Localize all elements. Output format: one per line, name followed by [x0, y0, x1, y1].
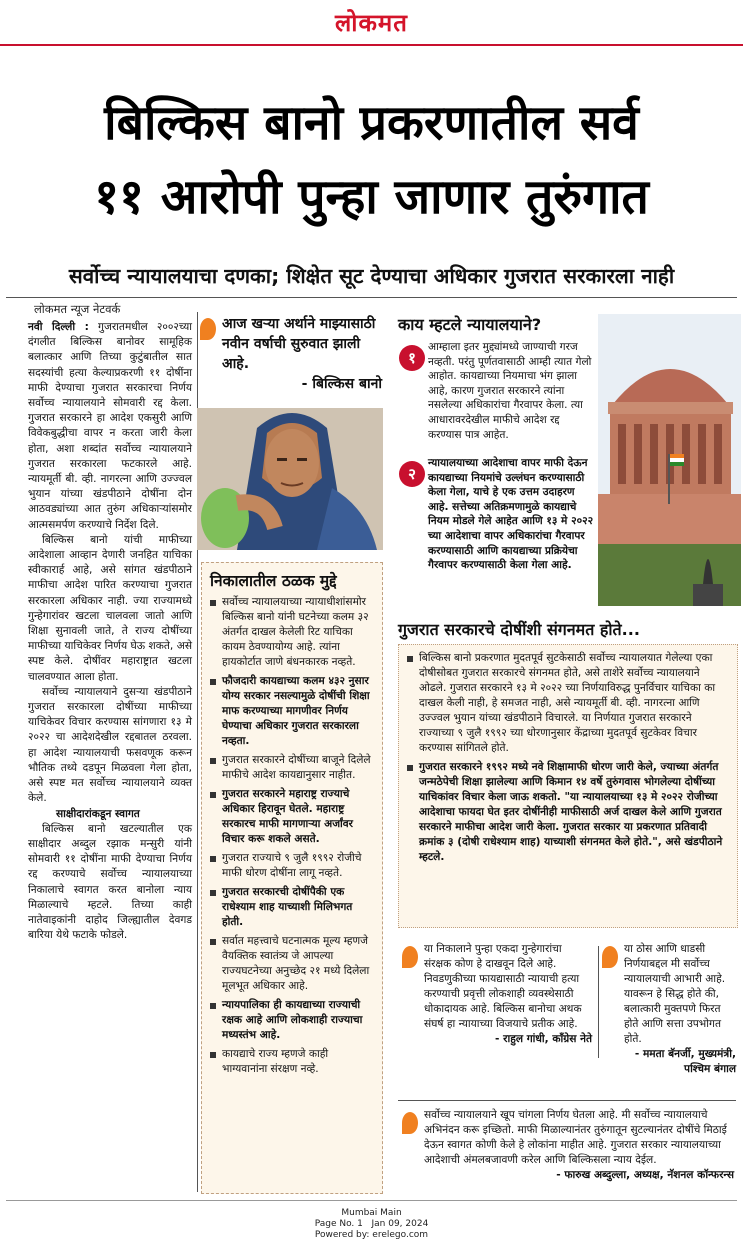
column-divider: [598, 946, 599, 1058]
rahul-quote: [424, 942, 592, 1047]
collusion-list: [399, 645, 737, 865]
key-point: न्यायपालिका ही कायद्याच्या राज्याची रक्षक आहे आणि लोकशाही राज्याचा मध्यस्तंभ आहे.: [210, 998, 374, 1043]
number-badge-icon: २: [399, 461, 425, 487]
farooq-quote-text: सर्वोच्च न्यायालयाने खूप चांगला निर्णय घेतला आहे. मी सर्वोच्च न्यायालयाचे अभिनंदन करू इच्छितो. माफी मिळाल्यानंतर तुरुंगातून सुटल्यानंतर दोषींचे मिठाई देऊन स्वागत कोणी केले हे लोकांना माहीत आहे. गुजरात सरकार न्यायालयाच्या आदेशाची अंमलबजावणी करेल आणि बिल्किसला न्याय देईल.: [424, 1109, 727, 1166]
article-paragraph: बिल्किस बानो यांची माफीच्या आदेशाला आव्हान देणारी जनहित याचिका स्वीकारार्ह आहे, असे सांगत खंडपीठाने माफीचा आदेश पारित करण्याचा गुजरात सरकारला अधिकार नाही. ज्या राज्यामध्ये गुन्हेगारांवर खटला चालवला जातो आणि शिक्षा सुनावली जाते, ते राज्य दोषींच्या माफीच्या याचिकेवर निर्णय घेऊ शकते, असे स्पष्ट केले. दोषींवर महाराष्ट्रात खटला चालवण्यात आला होता.: [28, 533, 192, 683]
key-point: सर्वात महत्त्वाचे घटनात्मक मूल्य म्हणजे वैयक्तिक स्वातंत्र्य जे आपल्या राज्यघटनेच्या अनुच्छेद २१ मध्ये दिलेला मूलभूत अधिकार आहे.: [210, 934, 374, 994]
byline: लोकमत न्यूज नेटवर्क: [34, 302, 121, 316]
bilkis-quote-attribution: - बिल्किस बानो: [301, 376, 382, 392]
key-point: सर्वोच्च न्यायालयाच्या न्यायाधीशांसमोर बिल्किस बानो यांनी घटनेच्या कलम ३२ अंतर्गत दाखल केलेली रिट याचिका कायम ठेवण्यायोग्य आहे. त्यांना हायकोर्टात जाणे बंधनकारक नव्हते.: [210, 595, 374, 670]
divider: [398, 1100, 736, 1101]
bilkis-photo: [197, 408, 383, 550]
article-paragraph: बिल्किस बानो खटल्यातील एक साक्षीदार अब्दुल रझाक मन्सुरी यांनी सोमवारी ११ दोषींना माफी देण्याचा निर्णय रद्द करण्याचे सर्वोच्च न्यायालयाच्या निकालाचे स्वागत करत बानोला न्याय मिळाल्याचे म्हटले. तिच्या काही नातेवाइकांनी दाहोद जिल्ह्यातील देवगड बारिया येथे फटाके फोडले.: [28, 822, 192, 942]
article-body: [28, 320, 192, 943]
mamata-quote: [624, 942, 736, 1077]
headline: [10, 86, 733, 234]
subheadline: सर्वोच्च न्यायालयाचा दणका; शिक्षेत सूट देण्याचा अधिकार गुजरात सरकारला नाही: [68, 264, 675, 288]
key-points-box: [201, 562, 383, 1194]
court-point: आम्हाला इतर मुद्द्यांमध्ये जाण्याची गरज नव्हती. परंतु पूर्णतवासाठी आम्ही त्यात गेलो आहोत. कायद्याच्या नियमाचा भंग झाला आहे, कारण गुजरात सरकारने त्यांना नसलेल्या अधिकारांचा गैरवापर केला. त्या आधारावरदेखील माफीचे आदेश रद्द करण्यास पात्र आहेत.: [428, 341, 592, 441]
bilkis-quote: [222, 314, 382, 394]
headline-line-2: ११ आरोपी पुन्हा जाणार तुरुंगात: [94, 169, 649, 225]
supreme-court-illustration: [598, 314, 741, 606]
court-said-heading: काय म्हटले न्यायालयाने?: [398, 315, 542, 334]
divider: [6, 297, 737, 298]
key-point: गुजरात सरकारने महाराष्ट्र राज्याचे अधिकार हिरावून घेतले. महाराष्ट्र सरकारच माफी मागणाऱ्या अर्जांवर विचार करू शकले असते.: [210, 787, 374, 847]
mamata-quote-text: या ठोस आणि धाडसी निर्णयाबद्दल मी सर्वोच्च न्यायालयाची आभारी आहे. यावरून हे सिद्ध होते की, बलात्कारी मुक्तपणे फिरत होते आणि सत्ता उपभोगत होते.: [624, 943, 726, 1045]
mamata-quote-attribution: - ममता बॅनर्जी, मुख्यमंत्री,: [634, 1048, 736, 1060]
key-point: फौजदारी कायद्याच्या कलम ४३२ नुसार योग्य सरकार नसल्यामुळे दोषींची शिक्षा माफ करण्याच्या मागणीवर निर्णय घेण्याचा अधिकार गुजरात सरकारला नव्हता.: [210, 674, 374, 749]
key-point: गुजरात सरकारने दोषींच्या बाजूने दिलेले माफीचे आदेश कायद्यानुसार नाहीत.: [210, 753, 374, 783]
collusion-heading: गुजरात सरकारचे दोषींशी संगनमत होते...: [398, 620, 640, 639]
key-point: कायद्याचे राज्य म्हणजे काही भाग्यवानांना संरक्षण नव्हे.: [210, 1047, 374, 1077]
bilkis-photo-illustration: [197, 408, 383, 550]
farooq-quote-attribution: - फारुख अब्दुल्ला, अध्यक्ष, नॅशनल कॉन्फरन्स: [556, 1169, 734, 1181]
court-point: न्यायालयाच्या आदेशाचा वापर माफी देऊन कायद्याच्या नियमांचे उल्लंघन करण्यासाठी केला गेला, याचे हे एक उत्तम उदाहरण आहे. सत्तेच्या अतिक्रमणामुळे कायद्याचे नियम मोडले गेले आहेत आणि १३ मे २०२२ च्या आदेशाचा वापर अधिकारांचा गैरवापर करण्यासाठी आणि कायद्याच्या प्रक्रियेचा गैरवापर करण्यासाठी केला गेला आहे.: [428, 457, 594, 572]
footer-edition: Mumbai Main: [341, 1208, 402, 1218]
footer-powered-by: Powered by: erelego.com: [314, 1230, 429, 1240]
article-subhead: साक्षीदारांकडून स्वागत: [56, 807, 140, 820]
collusion-box: [398, 644, 738, 928]
page-footer: [0, 1208, 743, 1241]
quote-icon: [200, 318, 216, 340]
headline-line-1: बिल्किस बानो प्रकरणातील सर्व: [104, 95, 639, 151]
bilkis-quote-text: आज खऱ्या अर्थाने माझ्यासाठी नवीन वर्षाची सुरुवात झाली आहे.: [222, 316, 376, 372]
lokmat-logo: लोकमत: [335, 9, 408, 37]
mamata-quote-place: पश्चिम बंगाल: [684, 1063, 736, 1075]
key-points-list: [202, 595, 382, 1077]
rahul-quote-text: या निकालाने पुन्हा एकदा गुन्हेगारांचा संरक्षक कोण हे दाखवून दिले आहे. निवडणुकीच्या फायद्यासाठी न्यायाची हत्या करण्याची प्रवृत्ती लोकशाही व्यवस्थेसाठी धोकादायक आहे. बिल्किस बानोचा अथक संघर्ष हा न्यायाच्या विजयाचे प्रतीक आहे.: [424, 943, 582, 1030]
rahul-quote-attribution: - राहुल गांधी, काँग्रेस नेते: [495, 1033, 592, 1045]
article-paragraph: सर्वोच्च न्यायालयाने दुसऱ्या खंडपीठाने गुजरात सरकारला दोषींच्या माफीच्या याचिकेवर विचार करण्यास सांगणारा १३ मे २०२२ चा आदेशदेखील रद्दबातल ठरवला. हा आदेश न्यायालयाची फसवणूक करून भौतिक तथ्ये दडपून मिळवला गेला होता, असे स्पष्ट मत सर्वोच्च न्यायालयाने व्यक्त केले.: [28, 685, 192, 805]
masthead: [0, 0, 743, 46]
quote-icon: [402, 946, 418, 968]
number-badge-icon: १: [399, 345, 425, 371]
footer-page-info: Page No. 1 Jan 09, 2024: [314, 1219, 429, 1229]
key-point: गुजरात सरकारची दोषींपैकी एक राधेश्याम शाह याच्याशी मिलिभगत होती.: [210, 885, 374, 930]
collusion-point: गुजरात सरकारने १९९२ मध्ये नवे शिक्षामाफी धोरण जारी केले, ज्याच्या अंतर्गत जन्मठेपेची शिक्षा झालेल्या आणि किमान १४ वर्षे तुरुंगवास भोगलेल्या दोषींच्या याचिकांवर विचार केला जाऊ शकतो. "या न्यायालयाच्या १३ मे २०२२ रोजीच्या आदेशाचा फायदा घेत इतर दोषींनीही माफीसाठी अर्ज दाखल केले आणि गुजरात सरकारने माफीचा आदेश जारी केला. गुजरात सरकार या प्रकरणात प्रतिवादी क्रमांक ३ (दोषी राधेश्याम शाह) याच्याशी संगनमत केले होते.", असे खंडपीठाने म्हटले.: [407, 760, 729, 865]
supreme-court-photo: [598, 314, 741, 606]
quote-icon: [602, 946, 618, 968]
collusion-point: बिल्किस बानो प्रकरणात मुदतपूर्व सुटकेसाठी सर्वोच्च न्यायालयात गेलेल्या एका दोषीसोबत गुजरात सरकारचे संगनमत होते, असे ताशेरे सर्वोच्च न्यायालयाने ओढले. गुजरात सरकारने १३ मे २०२२ च्या निर्णयाविरुद्ध पुनर्विचार याचिका का दाखल केली नाही, हे समजत नाही, असे न्यायमूर्ती बी. व्ही. नागरत्ना आणि उज्ज्वल भुयान यांच्या खंडपीठाने विचारले. या निर्णयात गुजरात सरकारने राज्याच्या ९ जुलै १९९२ च्या धोरणानुसार केंद्राच्या मुदतपूर्व सुटकेवर विचार करण्यास सांगितले होते.: [407, 651, 729, 756]
key-points-heading: निकालातील ठळक मुद्दे: [210, 572, 337, 590]
key-point: गुजरात राज्याचे ९ जुलै १९९२ रोजीचे माफी धोरण दोषींना लागू नव्हते.: [210, 851, 374, 881]
divider: [6, 1200, 737, 1201]
article-paragraph: नवी दिल्ली : गुजरातमधील २००२च्या दंगलीत बिल्किस बानोवर सामूहिक बलात्कार आणि तिच्या कुटुंबातील सात सदस्यांची हत्या केल्याप्रकरणी ११ दोषींना माफी देण्याचा गुजरात सरकारचा निर्णय सर्वोच्च न्यायालयाने सोमवारी रद्द केला. गुजरात सरकारने हा आदेश एकसुरी आणि विवेकबुद्धीचा वापर न करता जारी केला होता, अशा शब्दांत सर्वोच्च न्यायालयाने गुजरात सरकारला फटकारले आहे. न्यायमूर्ती बी. व्ही. नागरत्ना आणि उज्ज्वल भुयान यांच्या खंडपीठाने दोषींना दोन आठवड्यांच्या आत तुरुंग अधिकाऱ्यांसमोर आत्मसमर्पण करण्याचे निर्देश दिले.: [28, 321, 193, 531]
dateline: नवी दिल्ली :: [28, 321, 89, 333]
farooq-quote: [424, 1108, 734, 1183]
quote-icon: [402, 1112, 418, 1134]
